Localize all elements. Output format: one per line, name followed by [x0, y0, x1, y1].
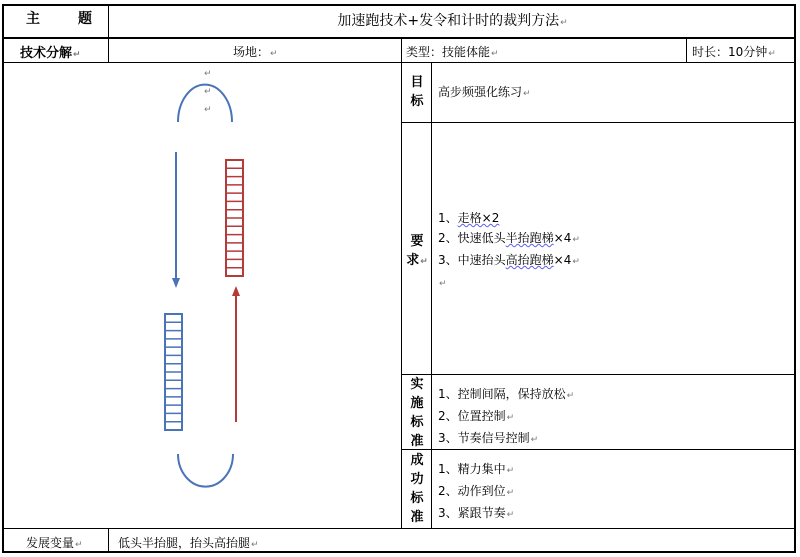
blue-ladder: [165, 314, 182, 430]
bottom-turn-arc: [178, 454, 233, 487]
rule-info-divider-2: [686, 37, 687, 63]
paragraph-mark: ↵: [506, 488, 515, 498]
paragraph-mark: ↵: [204, 105, 212, 115]
red-run-arrowhead: [232, 286, 240, 296]
implementation-item: 1、控制间隔，保持放松↵: [438, 387, 575, 401]
rule-footer-divider: [108, 528, 109, 552]
rule-title-divider: [108, 4, 109, 39]
paragraph-mark: ↵: [560, 18, 568, 28]
section-label: 技术分解↵: [20, 46, 81, 61]
table-border-left: [2, 4, 4, 553]
rule-label-column: [431, 62, 432, 529]
blue-run-arrowhead: [172, 278, 180, 288]
paragraph-mark: ↵: [270, 49, 278, 59]
duration-field: 时长：10分钟↵: [692, 45, 776, 59]
rule-info-divider-1: [108, 37, 109, 63]
goal-label: 目 标: [410, 75, 424, 109]
paragraph-mark: ↵: [506, 510, 515, 520]
paragraph-mark: ↵: [439, 279, 447, 289]
goal-content: 高步频强化练习↵: [438, 85, 531, 99]
rule-after-goal: [402, 122, 796, 123]
paragraph-mark: ↵: [73, 50, 81, 60]
development-variable-label: 发展变量↵: [26, 536, 83, 550]
success-list: [438, 459, 514, 525]
success-item: 2、动作到位↵: [438, 484, 515, 498]
table-border-top: [2, 4, 796, 6]
drill-diagram: [8, 66, 398, 526]
red-ladder: [226, 160, 243, 276]
paragraph-mark: ↵: [251, 540, 259, 550]
rule-main-divider: [401, 37, 402, 529]
paragraph-mark: ↵: [506, 466, 515, 476]
paragraph-mark: ↵: [572, 257, 580, 267]
paragraph-mark: ↵: [506, 413, 515, 423]
paragraph-mark: ↵: [572, 235, 580, 245]
success-label: 成 功 标 准: [410, 453, 424, 525]
venue-field: 场地：↵: [233, 45, 278, 59]
rule-after-title: [2, 37, 796, 39]
rule-after-info: [2, 62, 796, 63]
implementation-item: 3、节奏信号控制↵: [438, 431, 539, 445]
requirements-list: [438, 208, 580, 294]
paragraph-mark: ↵: [566, 391, 575, 401]
paragraph-mark: ↵: [75, 540, 83, 550]
rule-before-footer: [2, 528, 796, 529]
requirement-item: 2、快速低头半抬跑梯×4↵: [438, 231, 580, 245]
implementation-item: 2、位置控制↵: [438, 409, 515, 423]
table-border-right: [794, 4, 796, 553]
type-field: 类型：技能体能↵: [406, 45, 499, 59]
paragraph-mark: ↵: [420, 257, 428, 267]
table-border-bottom: [2, 551, 796, 553]
paragraph-mark: ↵: [530, 435, 539, 445]
development-variable-value: 低头半抬腿，抬头高抬腿↵: [118, 536, 259, 550]
subject-label-char-2: 题: [78, 11, 92, 27]
subject-title: 加速跑技术+发令和计时的裁判方法↵: [337, 13, 568, 29]
paragraph-mark: ↵: [768, 49, 776, 59]
implementation-label: 实 施 标 准: [410, 377, 424, 449]
requirement-item: 3、中速抬头高抬跑梯×4↵: [438, 253, 580, 267]
requirement-item: 1、走格×2: [438, 211, 500, 225]
requirements-label: 要 求↵: [406, 234, 428, 268]
paragraph-mark: ↵: [204, 87, 212, 97]
success-item: 1、精力集中↵: [438, 462, 515, 476]
rule-after-requirements: [402, 374, 796, 375]
paragraph-mark: ↵: [523, 89, 531, 99]
success-item: 3、紧跟节奏↵: [438, 506, 515, 520]
paragraph-mark: ↵: [204, 69, 212, 79]
paragraph-mark: ↵: [491, 49, 499, 59]
implementation-list: [438, 384, 574, 450]
subject-label-char-1: 主: [26, 11, 40, 27]
